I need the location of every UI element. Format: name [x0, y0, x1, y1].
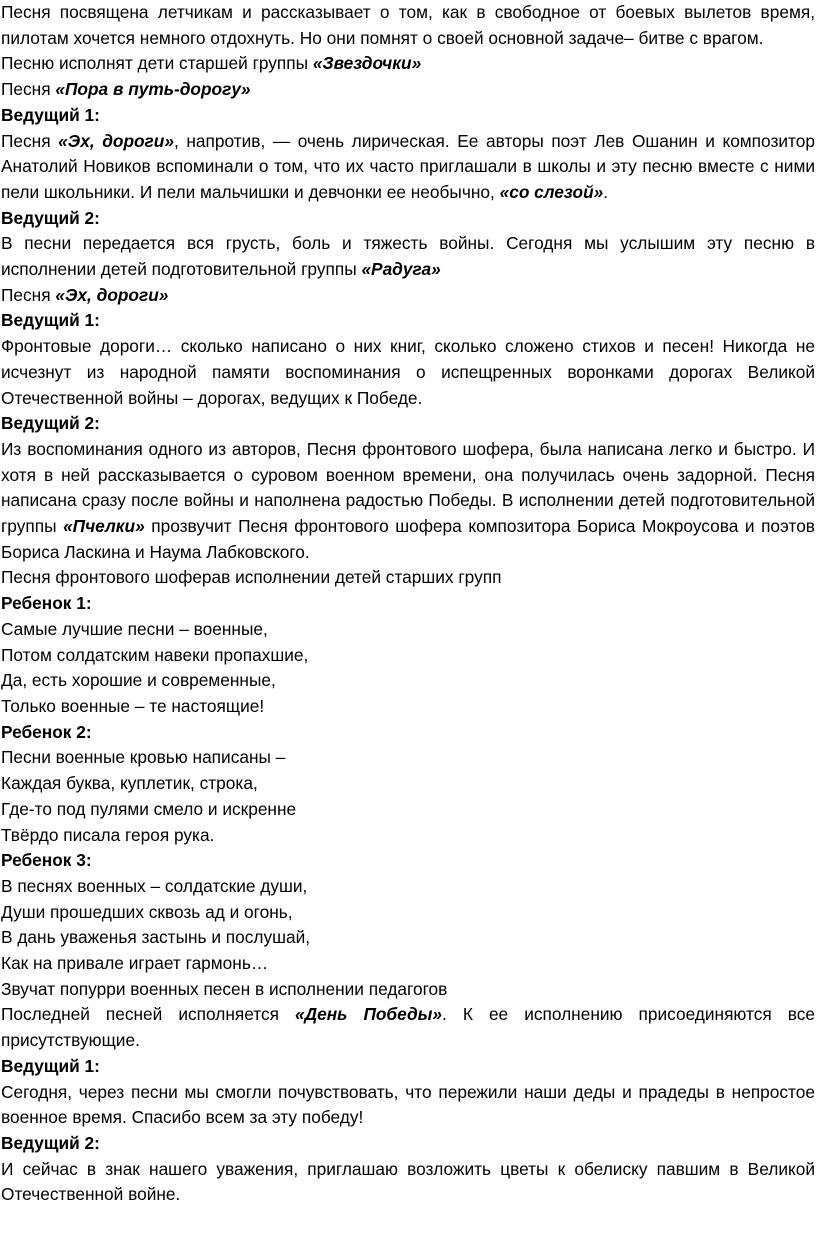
- text-run: Твёрдо писала героя рука.: [1, 824, 215, 845]
- paragraph: [1, 51, 815, 77]
- text-run: , напротив, — очень лирическая. Ее авторы поэт Лев Ошанин и композитор Анатолий Новиков вспоминали о том, что их часто приглашали в школы и эту песню вместе с ними пели школьники. И пели мальчишки и девчонки ее необычно,: [1, 130, 815, 202]
- speaker-heading: Ведущий 2:: [1, 1132, 100, 1153]
- text-run: И сейчас в знак нашего уважения, приглашаю возложить цветы к обелиску павшим в Великой Отечественной войне.: [1, 1158, 815, 1205]
- paragraph: [1, 1157, 815, 1208]
- emphasized-title: «со слезой»: [499, 181, 604, 202]
- paragraph: [1, 283, 815, 309]
- paragraph: [1, 951, 815, 977]
- paragraph: [1, 231, 815, 282]
- paragraph: [1, 874, 815, 900]
- text-run: Сегодня, через песни мы смогли почувствовать, что пережили наши деды и прадеды в непростое военное время. Спасибо всем за эту победу!: [1, 1081, 815, 1128]
- text-run: Только военные – те настоящие!: [1, 695, 265, 716]
- emphasized-title: «Звездочки»: [312, 53, 422, 74]
- paragraph: [1, 643, 815, 669]
- speaker-heading: Ребенок 2:: [1, 721, 92, 742]
- text-run: Песню исполнят дети старшей группы: [1, 53, 313, 74]
- paragraph: [1, 1080, 815, 1131]
- paragraph: [1, 437, 815, 566]
- text-run: Звучат попурри военных песен в исполнении педагогов: [1, 978, 448, 999]
- paragraph: [1, 977, 815, 1003]
- text-run: .: [603, 181, 609, 202]
- paragraph: [1, 129, 815, 206]
- paragraph: [1, 797, 815, 823]
- paragraph: [1, 77, 815, 103]
- paragraph: [1, 694, 815, 720]
- text-run: Песня фронтового шоферав исполнении детей старших групп: [1, 567, 502, 588]
- text-run: Как на привале играет гармонь…: [1, 953, 269, 974]
- text-run: В дань уваженья застынь и послушай,: [1, 927, 311, 948]
- emphasized-title: «Эх, дороги»: [58, 130, 174, 151]
- text-run: Песня: [1, 284, 56, 305]
- speaker-heading: Ребенок 1:: [1, 593, 92, 614]
- speaker-heading: Ведущий 1:: [1, 1055, 100, 1076]
- text-run: прозвучит Песня фронтового шофера композитора Бориса Мокроусова и поэтов Бориса Ласкина и Наума Лабковского.: [1, 516, 815, 562]
- text-run: Фронтовые дороги… сколько написано о них книг, сколько сложено стихов и песен! Никогда не исчезнут из народной памяти воспоминания о испещренных воронками дорогах Великой Отечественной войны – дорогах, ведущих к Победе.: [1, 336, 815, 408]
- paragraph: [1, 617, 815, 643]
- paragraph: [1, 565, 815, 591]
- speaker-heading: Ведущий 1:: [1, 310, 100, 331]
- text-run: Песня посвящена летчикам и рассказывает о том, как в свободное от боевых вылетов время, пилотам хочется немного отдохнуть. Но они помнят о своей основной задаче– битве с врагом.: [1, 2, 815, 48]
- speaker-heading: Ведущий 2:: [1, 207, 100, 228]
- speaker-heading: Ребенок 3:: [1, 850, 92, 871]
- paragraph: [1, 745, 815, 771]
- emphasized-title: «Радуга»: [361, 259, 441, 280]
- paragraph: [1, 925, 815, 951]
- text-run: Да, есть хорошие и современные,: [1, 670, 276, 691]
- emphasized-title: «День Победы»: [295, 1004, 443, 1025]
- text-run: Души прошедших сквозь ад и огонь,: [1, 901, 293, 922]
- emphasized-title: «Пора в путь-дорогу»: [55, 79, 251, 100]
- text-run: Из воспоминания одного из авторов, Песня фронтового шофера, была написана легко и быстро. И хотя в ней рассказывается о суровом военном времени, она получилась очень задорной. Песня написана сразу после войны и наполнена радостью Победы. В исполнении детей подготовительной группы: [1, 438, 815, 537]
- paragraph: [1, 823, 815, 849]
- paragraph: [1, 668, 815, 694]
- text-run: Каждая буква, куплетик, строка,: [1, 773, 258, 794]
- emphasized-title: «Эх, дороги»: [55, 284, 169, 305]
- text-run: . К ее исполнению присоединяются все присутствующие.: [1, 1004, 816, 1051]
- text-run: Потом солдатским навеки пропахшие,: [1, 644, 309, 665]
- paragraph: [1, 334, 815, 411]
- speaker-heading: Ведущий 2:: [1, 413, 100, 434]
- text-run: Песня: [1, 130, 59, 151]
- text-run: В песни передается вся грусть, боль и тяжесть войны. Сегодня мы услышим эту песню в исполнении детей подготовительной группы: [1, 233, 815, 280]
- paragraph: [1, 900, 815, 926]
- paragraph: [1, 1002, 815, 1053]
- text-run: Самые лучшие песни – военные,: [1, 618, 268, 639]
- text-run: В песнях военных – солдатские души,: [1, 875, 308, 896]
- text-run: Где-то под пулями смело и искренне: [1, 798, 297, 819]
- text-run: Песни военные кровью написаны –: [1, 747, 286, 768]
- text-run: Песня: [1, 79, 56, 100]
- speaker-heading: Ведущий 1:: [1, 104, 100, 125]
- text-run: Последней песней исполняется: [1, 1004, 296, 1025]
- emphasized-title: «Пчелки»: [63, 516, 145, 537]
- paragraph: [1, 0, 815, 51]
- paragraph: [1, 771, 815, 797]
